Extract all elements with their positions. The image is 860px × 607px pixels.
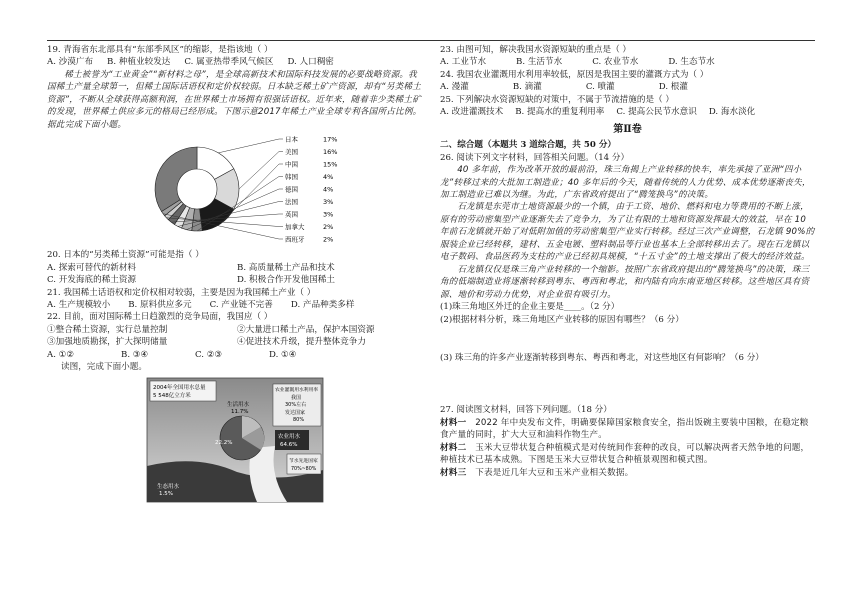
q20-options bbox=[47, 262, 425, 287]
question-21: 21. 我国稀土话语权和定价权相对较弱，主要是因为我国稀土产业（ ） bbox=[47, 287, 316, 298]
legend-country-label: 法国 bbox=[285, 198, 298, 207]
q22-statement-4: ④促进技术升级，提升整体竞争力 bbox=[237, 337, 366, 348]
q19-options bbox=[47, 56, 425, 68]
legend-pct-label: 16% bbox=[323, 148, 338, 157]
industry-water-pct: 22.2% bbox=[215, 439, 233, 446]
q22-statement-2: ②大量进口稀土产品，保护本国资源 bbox=[237, 324, 375, 335]
answer-space-2 bbox=[440, 326, 815, 352]
eco-water-label: 生态用水 bbox=[157, 483, 180, 490]
q24-options bbox=[440, 81, 815, 93]
water-saving-title: 节水先进国家 bbox=[289, 458, 318, 464]
agri-water-label: 农业用水 bbox=[278, 433, 301, 440]
legend-pct-label: 4% bbox=[323, 185, 334, 194]
question-24: 24. 我国农业灌溉用水利用率较低，原因是我国主要的灌溉方式为（ ） bbox=[440, 69, 709, 80]
q22-option-c: C. ②③ bbox=[195, 349, 223, 360]
living-water-label: 生活用水 bbox=[227, 401, 250, 408]
q22-options bbox=[47, 349, 425, 361]
eco-water-pct: 1.5% bbox=[159, 490, 173, 497]
legend-pct-label: 4% bbox=[323, 173, 334, 182]
answer-space-3 bbox=[440, 364, 815, 390]
answer-space-4 bbox=[440, 390, 815, 404]
legend-pct-label: 2% bbox=[323, 223, 334, 232]
material-3 bbox=[440, 467, 815, 479]
water-use-illustration bbox=[47, 374, 425, 504]
material-1-text: 2022 年中央发布文件，明确要保障国家粮食安全，指出饭碗主要装中国粮，在稳定粮食产量的同时，扩大大豆和油料作物生产。 bbox=[440, 417, 809, 441]
q23-option-d: D. 生态节水 bbox=[668, 57, 715, 68]
q26-paragraph-2: 石龙镇是东莞市土地资源最少的一个镇，由于工资、地价、燃料和电力等费用的不断上涨，原有的劳动密集型产业逐渐失去了竞争力，为了让有限的土地和资源发挥最大的效益，早在 10 年前石龙镇就开始了对低附加值的劳动密集型产业实行转移。经过三次产业调整，石龙镇 90%的服装企业已经转移，建材、五金电镀、塑料制品等行业也基本上全部转移出去了。现在石龙镇以电子数码、食品医药为支柱的产业已经初具规模，“十五寸金”的土地支撑出了极大的经济效益。 bbox=[440, 202, 815, 263]
efficiency-developed-label: 发达国家 bbox=[285, 409, 306, 416]
legend-leader-line bbox=[239, 152, 283, 190]
legend-leader-line bbox=[218, 139, 283, 153]
q26-subquestion-2: (2)根据材料分析，珠三角地区产业转移的原因有哪些？（6 分） bbox=[440, 314, 684, 325]
q26-subquestion-3: (3) 珠三角的许多产业逐渐转移到粤东、粤西和粤北，对这些地区有何影响？（6 分） bbox=[440, 353, 764, 364]
material-2-text: 玉米大豆带状复合种植模式是对传统间作套种的改良，可以解决两者天然争地的问题，种植技术已基本成熟。下图是玉米大豆带状复合种植景观图和模式图。 bbox=[440, 442, 810, 466]
legend-pct-label: 3% bbox=[323, 210, 334, 219]
q23-option-c: C. 农业节水 bbox=[592, 57, 639, 68]
q24-option-a: A. 漫灌 bbox=[440, 82, 469, 93]
q23-option-a: A. 工业节水 bbox=[440, 57, 487, 68]
material-2-label: 材料二 bbox=[440, 442, 467, 453]
question-25: 25. 下列解决水资源短缺的对策中，不属于节流措施的是（ ） bbox=[440, 94, 674, 105]
top-rule bbox=[47, 40, 815, 41]
total-water-title: 2004年全国用水总量 bbox=[153, 384, 206, 391]
legend-country-label: 英国 bbox=[285, 210, 298, 219]
q21-option-a: A. 生产规模较小 bbox=[47, 299, 111, 310]
efficiency-china-label: 我国 bbox=[291, 394, 302, 401]
legend-country-label: 中国 bbox=[285, 160, 298, 169]
q19-option-b: B. 种植业较发达 bbox=[107, 57, 171, 68]
question-27: 27. 阅读图文材料，回答下列问题。（18 分） bbox=[440, 405, 612, 416]
q26-subquestion-1: (1)珠三角地区外迁的企业主要是____。（2 分） bbox=[440, 302, 620, 313]
material-1-label: 材料一 bbox=[440, 417, 467, 428]
question-19: 19. 青海省东北部具有“东部季风区”的缩影，是指该地（ ） bbox=[47, 45, 273, 55]
right-column bbox=[440, 44, 815, 479]
q25-options bbox=[440, 106, 815, 118]
q25-option-b: B. 提高水的重复利用率 bbox=[515, 107, 605, 118]
read-figure-prompt: 读图，完成下面小题。 bbox=[61, 362, 147, 373]
legend-pct-label: 2% bbox=[323, 235, 334, 244]
q19-option-a: A. 沙漠广布 bbox=[47, 57, 94, 68]
q20-option-c: C. 开发海底的稀土资源 bbox=[47, 275, 137, 286]
q25-option-d: D. 海水淡化 bbox=[708, 107, 756, 118]
donut-center-label: 其他 bbox=[185, 179, 199, 188]
q26-paragraph-1: 40 多年前，作为改革开放的最前沿，珠三角揭上产业转移的快车，率先承接了亚洲“四小龙”转移过来的大批加工制造业；40 多年后的今天，随着传统的人力优势、成本优势逐渐丧失，加工制造业已难以为继。为此，广东省政府提出了“腾笼换鸟”的决策。 bbox=[440, 165, 811, 201]
q20-option-d: D. 积极合作开发他国稀土 bbox=[237, 275, 335, 286]
material-1 bbox=[440, 417, 815, 442]
q22-statements bbox=[47, 324, 425, 349]
q21-options bbox=[47, 299, 425, 311]
section-heading: 二、综合题（本题共 3 道综合题，共 50 分） bbox=[440, 140, 617, 151]
legend-pct-label: 15% bbox=[323, 160, 338, 169]
q24-option-c: C. 喷灌 bbox=[585, 82, 615, 93]
legend-pct-label: 17% bbox=[323, 135, 338, 144]
q24-option-b: B. 滴灌 bbox=[512, 82, 542, 93]
water-saving-value: 70%~80% bbox=[291, 466, 317, 472]
q22-option-b: B. ③④ bbox=[121, 349, 149, 360]
left-column bbox=[47, 44, 425, 504]
legend-country-label: 美国 bbox=[285, 148, 298, 157]
water-use-figure bbox=[47, 374, 425, 504]
question-20: 20. 日本的“另类稀土资源”可能是指（ ） bbox=[47, 250, 204, 261]
legend-country-label: 韩国 bbox=[285, 173, 298, 182]
q24-option-d: D. 根灌 bbox=[658, 82, 688, 93]
total-water-value: 5 548亿立方米 bbox=[153, 392, 191, 399]
q20-option-b: B. 高质量稀土产品和技术 bbox=[237, 262, 335, 273]
legend-pct-label: 3% bbox=[323, 198, 334, 207]
q21-option-b: B. 原料供应多元 bbox=[128, 299, 192, 310]
question-26: 26. 阅读下列文字材料，回答相关问题。（14 分） bbox=[440, 152, 630, 163]
q21-option-d: D. 产品种类多样 bbox=[290, 299, 355, 310]
q26-paragraph-3: 石龙镇仅仅是珠三角产业转移的一个缩影。按照广东省政府提出的“腾笼换鸟”的决策，珠三角的低端制造业将逐渐转移到粤东、粤西和粤北，和内陆有向东南亚地区转移。这些地区具有资源、地价和劳动力优势，对企业很有吸引力。 bbox=[440, 264, 810, 300]
q22-option-d: D. ①④ bbox=[269, 349, 297, 360]
question-22: 22. 目前，面对国际稀土日趋激烈的竞争局面，我国应（ ） bbox=[47, 312, 273, 323]
donut-center-pct: 34% bbox=[180, 189, 196, 198]
legend-country-label: 德国 bbox=[285, 185, 298, 194]
rare-earth-patent-figure bbox=[47, 131, 425, 249]
efficiency-developed-value: 80% bbox=[293, 416, 305, 423]
q22-statement-3: ③加强地质勘探，扩大探明储量 bbox=[47, 337, 168, 348]
part-two-title: 第Ⅱ卷 bbox=[613, 123, 642, 135]
efficiency-china-value: 30%左右 bbox=[285, 401, 307, 408]
legend-country-label: 加拿大 bbox=[285, 223, 305, 232]
living-water-pct: 11.7% bbox=[231, 408, 249, 415]
q22-statement-1: ①整合稀土资源，实行总量控制 bbox=[47, 324, 168, 335]
legend-country-label: 日本 bbox=[285, 135, 298, 144]
q20-option-a: A. 探索可替代的新材料 bbox=[47, 262, 137, 273]
material-3-text: 下表是近几年大豆和玉米产业相关数据。 bbox=[475, 467, 634, 478]
q25-option-c: C. 提高公民节水意识 bbox=[616, 107, 697, 118]
q23-option-b: B. 生活节水 bbox=[516, 57, 563, 68]
agri-water-pct: 64.6% bbox=[280, 441, 298, 448]
q21-option-c: C. 产业链不完善 bbox=[209, 299, 273, 310]
q19-option-d: D. 人口稠密 bbox=[287, 57, 334, 68]
legend-country-label: 西班牙 bbox=[285, 235, 305, 244]
material-2 bbox=[440, 442, 815, 467]
q23-options bbox=[440, 56, 815, 68]
patent-share-donut-chart bbox=[47, 131, 425, 249]
material-3-label: 材料三 bbox=[440, 467, 467, 478]
q22-option-a: A. ①② bbox=[47, 349, 75, 360]
irrigation-efficiency-title: 农业灌溉用水利用率 bbox=[275, 387, 319, 393]
q25-option-a: A. 改进灌溉技术 bbox=[440, 107, 504, 118]
question-23: 23. 由图可知，解决我国水资源短缺的重点是（ ） bbox=[440, 45, 632, 55]
q19-option-c: C. 属亚热带季风气候区 bbox=[184, 57, 274, 68]
rare-earth-material: 稀土被誉为“工业黄金”“新材料之母”，是全球高新技术和国际科技发展的必要战略资源。我国稀土产量全球第一，但稀土国际话语权和定价权较弱。日本缺乏稀土矿产资源，却有“另类稀土资源”，不断从全球获得高额利润，在世界稀土市场拥有很强话语权。近年来，随着非少类稀土矿的发现，世界稀土供应多元的格局已经形成。下图示意2017年稀土产业全球专利各国所占比例。据此完成下面小题。 bbox=[47, 69, 422, 130]
